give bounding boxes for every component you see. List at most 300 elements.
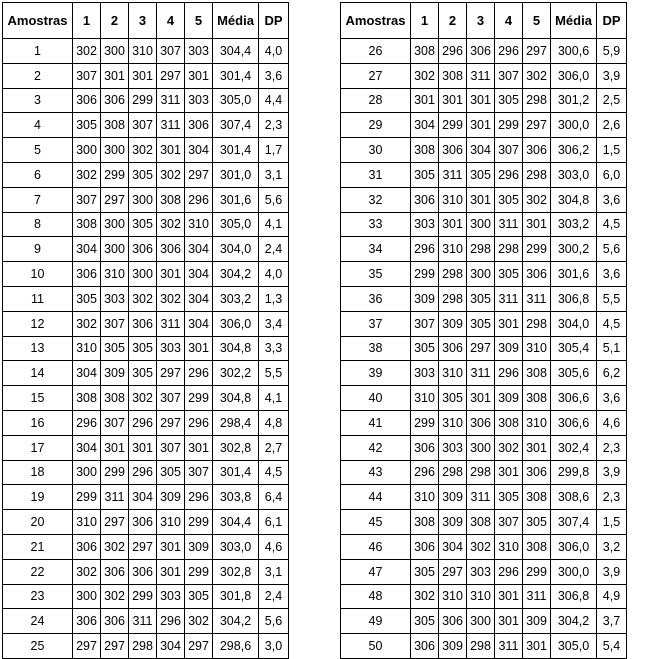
cell-4: 302 bbox=[495, 435, 523, 460]
cell-4: 297 bbox=[157, 63, 185, 88]
cell-1: 299 bbox=[411, 410, 439, 435]
cell-dp: 4,0 bbox=[259, 262, 289, 287]
table-row bbox=[341, 138, 627, 163]
cell-4: 309 bbox=[157, 485, 185, 510]
cell-3: 302 bbox=[129, 386, 157, 411]
cell-5: 296 bbox=[185, 410, 213, 435]
cell-1: 299 bbox=[411, 262, 439, 287]
cell-2: 302 bbox=[101, 534, 129, 559]
cell-3: 300 bbox=[467, 262, 495, 287]
cell-2: 310 bbox=[439, 187, 467, 212]
cell-dp: 1,7 bbox=[259, 138, 289, 163]
cell-amostra: 24 bbox=[3, 609, 73, 634]
cell-1: 304 bbox=[73, 361, 101, 386]
cell-4: 311 bbox=[495, 634, 523, 659]
cell-2: 300 bbox=[101, 138, 129, 163]
cell-2: 310 bbox=[439, 237, 467, 262]
cell-5: 304 bbox=[185, 262, 213, 287]
table-row bbox=[3, 113, 289, 138]
cell-amostra: 14 bbox=[3, 361, 73, 386]
cell-amostra: 40 bbox=[341, 386, 411, 411]
table-row bbox=[341, 534, 627, 559]
cell-5: 304 bbox=[185, 237, 213, 262]
table-row bbox=[341, 559, 627, 584]
cell-dp: 2,5 bbox=[597, 88, 627, 113]
cell-4: 311 bbox=[157, 113, 185, 138]
cell-amostra: 35 bbox=[341, 262, 411, 287]
cell-media: 306,2 bbox=[551, 138, 597, 163]
cell-2: 297 bbox=[101, 510, 129, 535]
cell-3: 311 bbox=[467, 63, 495, 88]
cell-dp: 3,6 bbox=[259, 63, 289, 88]
cell-dp: 3,9 bbox=[597, 460, 627, 485]
cell-dp: 4,5 bbox=[597, 311, 627, 336]
cell-dp: 4,9 bbox=[597, 584, 627, 609]
cell-2: 298 bbox=[439, 460, 467, 485]
cell-3: 306 bbox=[129, 559, 157, 584]
cell-dp: 2,4 bbox=[259, 237, 289, 262]
cell-1: 307 bbox=[73, 63, 101, 88]
cell-2: 311 bbox=[439, 162, 467, 187]
cell-media: 304,2 bbox=[213, 262, 259, 287]
cell-3: 308 bbox=[467, 510, 495, 535]
cell-5: 296 bbox=[185, 361, 213, 386]
cell-1: 297 bbox=[73, 634, 101, 659]
cell-amostra: 50 bbox=[341, 634, 411, 659]
cell-2: 309 bbox=[439, 485, 467, 510]
cell-amostra: 20 bbox=[3, 510, 73, 535]
table-row bbox=[341, 187, 627, 212]
cell-2: 301 bbox=[101, 435, 129, 460]
cell-5: 304 bbox=[185, 138, 213, 163]
cell-1: 306 bbox=[411, 634, 439, 659]
cell-media: 304,0 bbox=[213, 237, 259, 262]
cell-3: 296 bbox=[129, 460, 157, 485]
cell-5: 298 bbox=[523, 311, 551, 336]
cell-4: 302 bbox=[157, 162, 185, 187]
cell-dp: 3,6 bbox=[597, 262, 627, 287]
cell-1: 302 bbox=[73, 559, 101, 584]
cell-3: 298 bbox=[467, 634, 495, 659]
cell-amostra: 28 bbox=[341, 88, 411, 113]
cell-3: 305 bbox=[129, 162, 157, 187]
cell-5: 310 bbox=[523, 410, 551, 435]
cell-3: 305 bbox=[467, 286, 495, 311]
table-row bbox=[341, 634, 627, 659]
cell-media: 306,6 bbox=[551, 386, 597, 411]
cell-3: 299 bbox=[129, 584, 157, 609]
header-5: 5 bbox=[185, 3, 213, 39]
cell-dp: 6,0 bbox=[597, 162, 627, 187]
cell-1: 302 bbox=[73, 39, 101, 64]
cell-media: 306,8 bbox=[551, 584, 597, 609]
cell-5: 305 bbox=[523, 510, 551, 535]
cell-media: 298,4 bbox=[213, 410, 259, 435]
cell-3: 307 bbox=[129, 113, 157, 138]
cell-media: 304,8 bbox=[551, 187, 597, 212]
cell-amostra: 3 bbox=[3, 88, 73, 113]
table-row bbox=[341, 460, 627, 485]
table-row bbox=[341, 410, 627, 435]
cell-media: 303,0 bbox=[551, 162, 597, 187]
cell-4: 307 bbox=[495, 63, 523, 88]
table-row bbox=[341, 212, 627, 237]
cell-dp: 1,5 bbox=[597, 138, 627, 163]
cell-3: 301 bbox=[129, 435, 157, 460]
cell-3: 300 bbox=[129, 187, 157, 212]
cell-1: 305 bbox=[411, 162, 439, 187]
cell-dp: 5,4 bbox=[597, 634, 627, 659]
cell-dp: 3,6 bbox=[597, 386, 627, 411]
cell-4: 307 bbox=[495, 510, 523, 535]
cell-2: 306 bbox=[439, 609, 467, 634]
cell-amostra: 38 bbox=[341, 336, 411, 361]
cell-5: 299 bbox=[185, 559, 213, 584]
cell-media: 301,6 bbox=[213, 187, 259, 212]
table-row bbox=[3, 162, 289, 187]
cell-dp: 5,5 bbox=[259, 361, 289, 386]
cell-4: 296 bbox=[157, 609, 185, 634]
cell-3: 296 bbox=[129, 410, 157, 435]
cell-amostra: 10 bbox=[3, 262, 73, 287]
table-row bbox=[341, 88, 627, 113]
cell-amostra: 42 bbox=[341, 435, 411, 460]
cell-5: 307 bbox=[185, 460, 213, 485]
header-1: 1 bbox=[411, 3, 439, 39]
cell-2: 309 bbox=[439, 510, 467, 535]
cell-amostra: 39 bbox=[341, 361, 411, 386]
cell-2: 308 bbox=[439, 63, 467, 88]
table-row bbox=[3, 39, 289, 64]
cell-dp: 4,6 bbox=[597, 410, 627, 435]
cell-media: 306,0 bbox=[551, 63, 597, 88]
cell-dp: 4,0 bbox=[259, 39, 289, 64]
header-dp: DP bbox=[597, 3, 627, 39]
cell-5: 306 bbox=[523, 460, 551, 485]
cell-2: 310 bbox=[439, 584, 467, 609]
cell-1: 310 bbox=[411, 386, 439, 411]
cell-amostra: 18 bbox=[3, 460, 73, 485]
header-2: 2 bbox=[101, 3, 129, 39]
cell-5: 302 bbox=[523, 187, 551, 212]
cell-1: 302 bbox=[411, 584, 439, 609]
cell-amostra: 44 bbox=[341, 485, 411, 510]
cell-media: 300,0 bbox=[551, 559, 597, 584]
table-row bbox=[3, 510, 289, 535]
cell-3: 301 bbox=[129, 63, 157, 88]
cell-1: 300 bbox=[73, 460, 101, 485]
cell-5: 308 bbox=[523, 534, 551, 559]
cell-media: 301,0 bbox=[213, 162, 259, 187]
cell-amostra: 4 bbox=[3, 113, 73, 138]
cell-2: 304 bbox=[439, 534, 467, 559]
cell-3: 306 bbox=[129, 237, 157, 262]
header-amostras: Amostras bbox=[3, 3, 73, 39]
cell-1: 308 bbox=[73, 386, 101, 411]
cell-4: 311 bbox=[157, 311, 185, 336]
cell-1: 307 bbox=[73, 187, 101, 212]
cell-4: 301 bbox=[157, 262, 185, 287]
cell-4: 298 bbox=[495, 237, 523, 262]
cell-4: 310 bbox=[157, 510, 185, 535]
cell-2: 299 bbox=[101, 162, 129, 187]
header-row bbox=[341, 3, 627, 39]
cell-5: 306 bbox=[523, 262, 551, 287]
cell-4: 305 bbox=[495, 187, 523, 212]
cell-dp: 3,9 bbox=[597, 559, 627, 584]
cell-2: 306 bbox=[101, 609, 129, 634]
cell-5: 299 bbox=[523, 559, 551, 584]
header-3: 3 bbox=[129, 3, 157, 39]
cell-amostra: 48 bbox=[341, 584, 411, 609]
cell-4: 301 bbox=[157, 559, 185, 584]
cell-4: 296 bbox=[495, 361, 523, 386]
cell-5: 302 bbox=[523, 63, 551, 88]
cell-1: 305 bbox=[73, 113, 101, 138]
cell-amostra: 25 bbox=[3, 634, 73, 659]
cell-5: 297 bbox=[523, 113, 551, 138]
table-row bbox=[3, 237, 289, 262]
cell-2: 297 bbox=[101, 187, 129, 212]
cell-2: 311 bbox=[101, 485, 129, 510]
cell-1: 310 bbox=[73, 510, 101, 535]
table-row bbox=[3, 286, 289, 311]
cell-dp: 2,4 bbox=[259, 584, 289, 609]
cell-media: 305,0 bbox=[213, 212, 259, 237]
cell-4: 311 bbox=[157, 88, 185, 113]
cell-media: 305,0 bbox=[551, 634, 597, 659]
cell-1: 302 bbox=[411, 63, 439, 88]
cell-media: 300,6 bbox=[551, 39, 597, 64]
table-row bbox=[341, 361, 627, 386]
cell-dp: 4,6 bbox=[259, 534, 289, 559]
cell-amostra: 29 bbox=[341, 113, 411, 138]
cell-media: 302,8 bbox=[213, 559, 259, 584]
cell-media: 301,4 bbox=[213, 460, 259, 485]
cell-3: 311 bbox=[467, 485, 495, 510]
table-row bbox=[3, 386, 289, 411]
cell-5: 299 bbox=[185, 386, 213, 411]
cell-media: 306,8 bbox=[551, 286, 597, 311]
cell-amostra: 1 bbox=[3, 39, 73, 64]
cell-amostra: 34 bbox=[341, 237, 411, 262]
cell-amostra: 7 bbox=[3, 187, 73, 212]
cell-1: 303 bbox=[411, 212, 439, 237]
cell-dp: 2,6 bbox=[597, 113, 627, 138]
cell-media: 302,4 bbox=[551, 435, 597, 460]
cell-5: 301 bbox=[185, 336, 213, 361]
cell-amostra: 2 bbox=[3, 63, 73, 88]
cell-dp: 3,7 bbox=[597, 609, 627, 634]
header-1: 1 bbox=[73, 3, 101, 39]
table-row bbox=[3, 187, 289, 212]
table-row bbox=[341, 113, 627, 138]
cell-dp: 4,8 bbox=[259, 410, 289, 435]
cell-media: 305,0 bbox=[213, 88, 259, 113]
cell-amostra: 19 bbox=[3, 485, 73, 510]
cell-5: 311 bbox=[523, 584, 551, 609]
cell-3: 302 bbox=[129, 286, 157, 311]
cell-4: 309 bbox=[495, 386, 523, 411]
cell-1: 300 bbox=[73, 138, 101, 163]
cell-2: 309 bbox=[439, 311, 467, 336]
cell-2: 308 bbox=[101, 113, 129, 138]
cell-3: 300 bbox=[467, 609, 495, 634]
cell-2: 310 bbox=[101, 262, 129, 287]
cell-1: 305 bbox=[411, 559, 439, 584]
cell-4: 305 bbox=[495, 485, 523, 510]
table-row bbox=[3, 609, 289, 634]
cell-dp: 5,1 bbox=[597, 336, 627, 361]
cell-4: 296 bbox=[495, 559, 523, 584]
table-row bbox=[3, 361, 289, 386]
cell-1: 296 bbox=[411, 237, 439, 262]
cell-4: 301 bbox=[495, 584, 523, 609]
cell-2: 299 bbox=[439, 113, 467, 138]
cell-media: 304,0 bbox=[551, 311, 597, 336]
cell-1: 296 bbox=[411, 460, 439, 485]
header-3: 3 bbox=[467, 3, 495, 39]
cell-dp: 2,3 bbox=[259, 113, 289, 138]
cell-media: 305,6 bbox=[551, 361, 597, 386]
cell-1: 301 bbox=[411, 88, 439, 113]
cell-5: 298 bbox=[523, 88, 551, 113]
cell-1: 306 bbox=[411, 435, 439, 460]
cell-2: 298 bbox=[439, 286, 467, 311]
cell-2: 310 bbox=[439, 361, 467, 386]
cell-4: 306 bbox=[157, 237, 185, 262]
cell-dp: 3,1 bbox=[259, 559, 289, 584]
cell-amostra: 37 bbox=[341, 311, 411, 336]
cell-5: 305 bbox=[185, 584, 213, 609]
samples-table-left bbox=[2, 2, 289, 659]
cell-4: 296 bbox=[495, 39, 523, 64]
cell-dp: 3,1 bbox=[259, 162, 289, 187]
table-row bbox=[341, 386, 627, 411]
cell-dp: 3,4 bbox=[259, 311, 289, 336]
cell-media: 304,8 bbox=[213, 386, 259, 411]
cell-amostra: 12 bbox=[3, 311, 73, 336]
table-row bbox=[3, 138, 289, 163]
cell-media: 306,0 bbox=[551, 534, 597, 559]
cell-5: 310 bbox=[185, 212, 213, 237]
cell-amostra: 23 bbox=[3, 584, 73, 609]
cell-2: 298 bbox=[439, 262, 467, 287]
cell-3: 306 bbox=[129, 510, 157, 535]
cell-dp: 3,0 bbox=[259, 634, 289, 659]
cell-4: 308 bbox=[495, 410, 523, 435]
cell-amostra: 9 bbox=[3, 237, 73, 262]
cell-5: 296 bbox=[185, 187, 213, 212]
cell-1: 300 bbox=[73, 584, 101, 609]
cell-dp: 3,9 bbox=[597, 63, 627, 88]
cell-3: 306 bbox=[467, 410, 495, 435]
cell-4: 303 bbox=[157, 336, 185, 361]
cell-2: 309 bbox=[101, 361, 129, 386]
header-amostras: Amostras bbox=[341, 3, 411, 39]
cell-dp: 4,5 bbox=[259, 460, 289, 485]
cell-1: 304 bbox=[411, 113, 439, 138]
cell-2: 306 bbox=[101, 88, 129, 113]
cell-3: 310 bbox=[129, 39, 157, 64]
cell-amostra: 15 bbox=[3, 386, 73, 411]
cell-media: 304,4 bbox=[213, 39, 259, 64]
samples-table-right bbox=[340, 2, 627, 659]
table-row bbox=[341, 510, 627, 535]
cell-1: 310 bbox=[73, 336, 101, 361]
cell-amostra: 46 bbox=[341, 534, 411, 559]
cell-media: 303,8 bbox=[213, 485, 259, 510]
cell-dp: 6,2 bbox=[597, 361, 627, 386]
cell-dp: 5,6 bbox=[259, 609, 289, 634]
cell-4: 308 bbox=[157, 187, 185, 212]
cell-3: 301 bbox=[467, 187, 495, 212]
cell-2: 301 bbox=[439, 88, 467, 113]
cell-media: 302,8 bbox=[213, 435, 259, 460]
cell-dp: 4,1 bbox=[259, 212, 289, 237]
cell-amostra: 43 bbox=[341, 460, 411, 485]
cell-2: 307 bbox=[101, 311, 129, 336]
cell-2: 308 bbox=[101, 386, 129, 411]
cell-dp: 3,3 bbox=[259, 336, 289, 361]
cell-4: 302 bbox=[157, 286, 185, 311]
cell-5: 306 bbox=[185, 113, 213, 138]
cell-amostra: 30 bbox=[341, 138, 411, 163]
cell-media: 298,6 bbox=[213, 634, 259, 659]
cell-5: 301 bbox=[523, 212, 551, 237]
cell-1: 309 bbox=[411, 286, 439, 311]
cell-1: 302 bbox=[73, 162, 101, 187]
cell-5: 299 bbox=[185, 510, 213, 535]
cell-dp: 1,5 bbox=[597, 510, 627, 535]
cell-3: 301 bbox=[467, 113, 495, 138]
table-row bbox=[341, 435, 627, 460]
cell-1: 308 bbox=[411, 510, 439, 535]
cell-4: 305 bbox=[495, 88, 523, 113]
cell-2: 299 bbox=[101, 460, 129, 485]
cell-3: 311 bbox=[129, 609, 157, 634]
cell-amostra: 47 bbox=[341, 559, 411, 584]
cell-2: 301 bbox=[439, 212, 467, 237]
header-2: 2 bbox=[439, 3, 467, 39]
cell-dp: 6,1 bbox=[259, 510, 289, 535]
table-row bbox=[341, 311, 627, 336]
cell-4: 309 bbox=[495, 336, 523, 361]
cell-2: 303 bbox=[101, 286, 129, 311]
cell-media: 301,4 bbox=[213, 138, 259, 163]
cell-2: 297 bbox=[439, 559, 467, 584]
cell-3: 306 bbox=[467, 39, 495, 64]
cell-1: 308 bbox=[73, 212, 101, 237]
cell-3: 305 bbox=[129, 336, 157, 361]
table-row bbox=[341, 237, 627, 262]
table-row bbox=[3, 63, 289, 88]
cell-dp: 3,6 bbox=[597, 187, 627, 212]
cell-4: 305 bbox=[495, 262, 523, 287]
cell-media: 305,4 bbox=[551, 336, 597, 361]
table-row bbox=[341, 609, 627, 634]
cell-amostra: 11 bbox=[3, 286, 73, 311]
cell-5: 299 bbox=[523, 237, 551, 262]
cell-5: 309 bbox=[185, 534, 213, 559]
cell-4: 303 bbox=[157, 584, 185, 609]
cell-3: 303 bbox=[467, 559, 495, 584]
cell-media: 301,8 bbox=[213, 584, 259, 609]
cell-media: 306,6 bbox=[551, 410, 597, 435]
cell-3: 304 bbox=[467, 138, 495, 163]
cell-5: 306 bbox=[523, 138, 551, 163]
table-row bbox=[3, 212, 289, 237]
